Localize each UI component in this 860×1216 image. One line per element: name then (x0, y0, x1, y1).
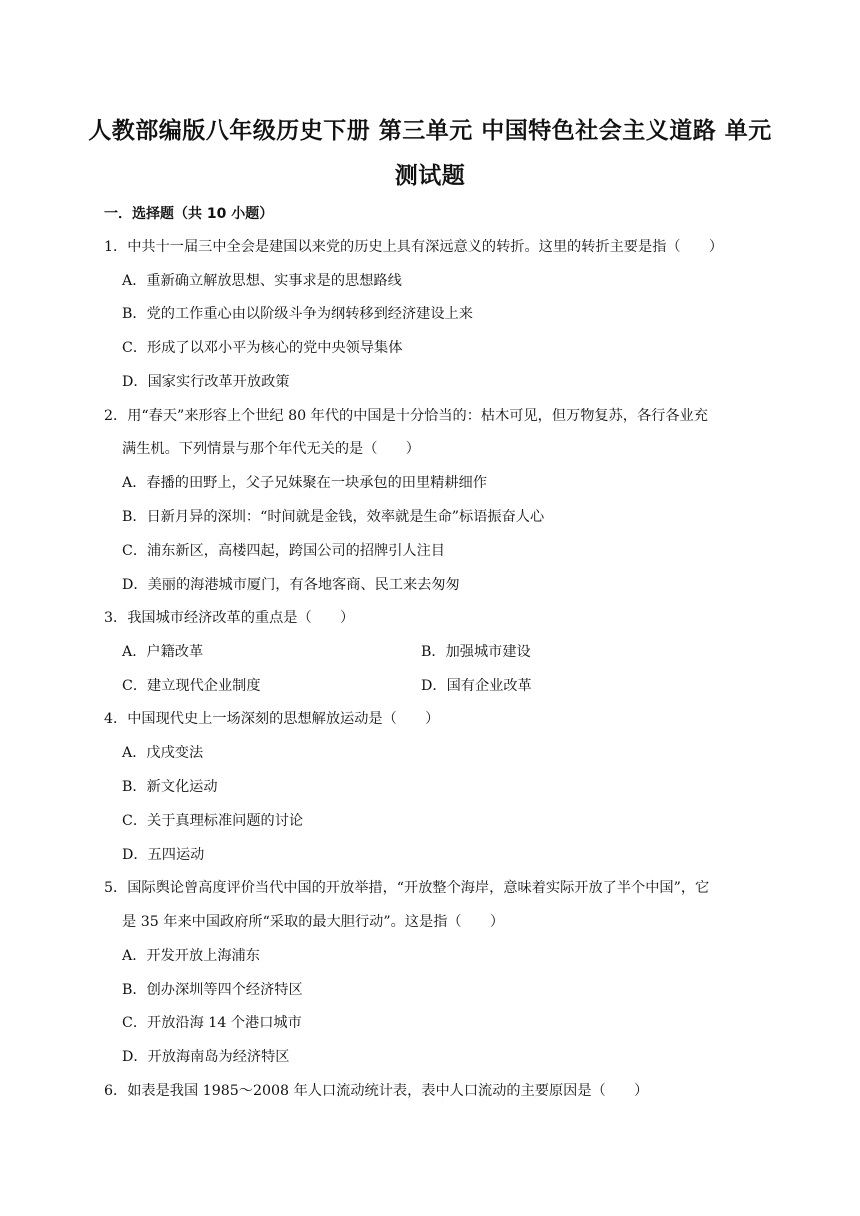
question-4-option-d: D．五四运动 (122, 847, 205, 863)
question-1-stem: 1．中共十一届三中全会是建国以来党的历史上具有深远意义的转折。这里的转折主要是指（ ） (104, 239, 724, 255)
question-2-stem: 2．用“春天”来形容上个世纪 80 年代的中国是十分恰当的：枯木可见，但万物复苏，各行各业充 (104, 408, 708, 424)
question-3-option-c: C．建立现代企业制度 (122, 678, 261, 694)
question-3-option-b: B．加强城市建设 (421, 644, 531, 660)
section-heading: 一．选择题（共 10 小题） (104, 206, 274, 222)
question-2-stem-continued: 满生机。下列情景与那个年代无关的是（ ） (122, 441, 420, 457)
question-1-option-a: A．重新确立解放思想、实事求是的思想路线 (122, 273, 402, 289)
question-3-option-a: A．户籍改革 (122, 644, 204, 660)
question-4-stem: 4．中国现代史上一场深刻的思想解放运动是（ ） (104, 711, 440, 727)
question-4-option-c: C．关于真理标准问题的讨论 (122, 813, 304, 829)
question-3-stem: 3．我国城市经济改革的重点是（ ） (104, 610, 355, 626)
question-2-option-b: B．日新月异的深圳：“时间就是金钱，效率就是生命”标语振奋人心 (122, 509, 545, 525)
question-1-option-d: D．国家实行改革开放政策 (122, 374, 290, 390)
title-line-1: 人教部编版八年级历史下册 第三单元 中国特色社会主义道路 单元 (88, 118, 772, 144)
question-5-stem-continued: 是 35 年来中国政府所“采取的最大胆行动”。这是指（ ） (122, 914, 505, 930)
question-2-option-d: D．美丽的海港城市厦门，有各地客商、民工来去匆匆 (122, 577, 460, 593)
question-4-option-a: A．戊戌变法 (122, 745, 204, 761)
question-3-option-d: D．国有企业改革 (421, 678, 532, 694)
question-2-option-a: A．春播的田野上，父子兄妹聚在一块承包的田里精耕细作 (122, 475, 487, 491)
question-5-option-a: A．开发开放上海浦东 (122, 948, 260, 964)
question-6-stem: 6．如表是我国 1985～2008 年人口流动统计表，表中人口流动的主要原因是（ ） (104, 1083, 649, 1099)
question-2-option-c: C．浦东新区，高楼四起，跨国公司的招牌引人注目 (122, 543, 445, 559)
question-1-option-b: B．党的工作重心由以阶级斗争为纲转移到经济建设上来 (122, 306, 473, 322)
question-5-option-b: B．创办深圳等四个经济特区 (122, 982, 303, 998)
question-5-stem: 5．国际舆论曾高度评价当代中国的开放举措，“开放整个海岸，意味着实际开放了半个中国”，它 (104, 880, 710, 896)
question-5-option-d: D．开放海南岛为经济特区 (122, 1049, 290, 1065)
title-line-2: 测试题 (394, 163, 466, 189)
question-1-option-c: C．形成了以邓小平为核心的党中央领导集体 (122, 340, 403, 356)
question-5-option-c: C．开放沿海 14 个港口城市 (122, 1015, 302, 1031)
question-4-option-b: B．新文化运动 (122, 779, 218, 795)
